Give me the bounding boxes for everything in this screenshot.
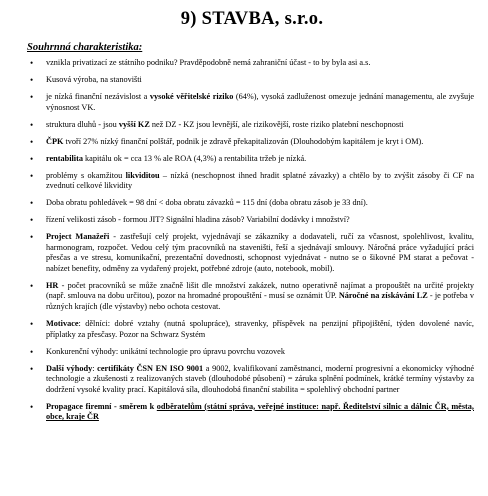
item-text: než DZ - KZ jsou levnější, ale rizikovější, roste riziko platební neschopnosti bbox=[149, 119, 404, 129]
list-item bbox=[30, 58, 474, 69]
bullet-icon: • bbox=[30, 318, 34, 329]
item-text: : dělníci: dobré vztahy (nutná spolupráce), stravenky, příspěvek na penzijní připojištění, týden dovolené navíc, příplatky za přesčasy. Pozor na Schwarz Systém bbox=[46, 318, 474, 339]
bullet-icon: • bbox=[30, 280, 34, 291]
item-text: – nízká (neschopnost ihned hradit splatné závazky) a chtělo by to zvýšit zásoby či CF na zvednutí celkové likvidity bbox=[46, 170, 474, 191]
bullet-icon: • bbox=[30, 346, 34, 357]
bullet-list bbox=[30, 58, 474, 423]
item-text: Project Manažeři bbox=[46, 232, 110, 242]
list-item bbox=[30, 319, 474, 340]
list-item bbox=[30, 75, 474, 86]
bullet-icon: • bbox=[30, 119, 34, 130]
item-text: (64%), vysoká zadluženost omezuje jednání managementu, ale zvyšuje výnosnost VK. bbox=[46, 91, 475, 112]
list-item bbox=[30, 232, 474, 274]
bullet-icon: • bbox=[30, 232, 34, 243]
bullet-icon: • bbox=[30, 153, 34, 164]
list-item bbox=[30, 92, 474, 113]
bullet-icon: • bbox=[30, 215, 34, 226]
item-text: - zastřešují celý projekt, vyjednávají se zákazníky a dodavateli, ručí za včasnost, spolehlivost, kvalitu, harmonogram, rozpočet. Vedou celý tým pracovníků na staveništi, řeší a sjednávají smlouvy. Náročná práce vyžadující práci přesčas a ve stresu, komunikační, prezentační dovednosti, schopnost vyjednávat - nutno se o šikovné PM starat a pečovat - nabízet benefity, odměny za vydařený projekt, potřebné zdroje (auto, notebook, mobil). bbox=[46, 232, 474, 273]
item-text: Konkurenční výhody: unikátní technologie pro úpravu povrchu vozovek bbox=[46, 346, 285, 356]
list-item bbox=[30, 137, 474, 148]
list-item bbox=[30, 402, 474, 423]
item-text: certifikáty ČSN EN ISO 9001 bbox=[97, 363, 204, 373]
bullet-icon: • bbox=[30, 363, 34, 374]
item-text: vznikla privatizací ze státního podniku? Pravděpodobně nemá zahraniční účast - to by byla asi a.s. bbox=[46, 58, 371, 67]
item-text: Kusová výroba, na stanovišti bbox=[46, 74, 142, 84]
item-text: Propagace firemní - směrem k bbox=[46, 401, 157, 411]
item-text: kapitálu ok = cca 13 % ale ROA (4,3%) a rentabilita tržeb je nízká. bbox=[82, 153, 307, 163]
item-text: : bbox=[92, 363, 98, 373]
list-item bbox=[30, 154, 474, 165]
bullet-icon: • bbox=[30, 136, 34, 147]
item-text: vysoké věřitelské riziko bbox=[149, 91, 234, 101]
item-text: likviditou bbox=[125, 170, 160, 180]
item-text: rentabilita bbox=[46, 153, 83, 163]
item-text: odběratelům (státní správa, veřejné instituce: např. Ředitelství silnic a dálnic ČR, města, obce, kraje ČR bbox=[46, 401, 474, 422]
item-text: je nízká finanční nezávislost a bbox=[46, 91, 150, 101]
item-text: Motivace bbox=[46, 318, 79, 328]
list-item bbox=[30, 281, 474, 313]
item-text: - je potřeba v různých krajích (dle výstavby) nebo ochota cestovat. bbox=[46, 291, 474, 311]
list-item bbox=[30, 120, 474, 131]
bullet-icon: • bbox=[30, 170, 34, 181]
item-text: Náročné na získávání LZ bbox=[338, 291, 428, 301]
item-text: problémy s okamžitou bbox=[46, 170, 126, 180]
item-text: - počet pracovníků se může značně lišit dle množství zakázek, nutno operativně najímat a propouštět na určité projekty (např. smlouva na dobu určitou), pozor na hromadné propouštění - musí se oznámit ÚP. bbox=[46, 280, 474, 301]
item-text: HR bbox=[46, 280, 59, 290]
bullet-icon: • bbox=[30, 58, 34, 68]
bullet-icon: • bbox=[30, 91, 34, 102]
list-item bbox=[30, 347, 474, 358]
list-item bbox=[30, 198, 474, 209]
item-text: Doba obratu pohledávek = 98 dní < doba obratu závazků = 115 dní (doba obratu zásob je 33 dní). bbox=[46, 198, 368, 208]
bullet-icon: • bbox=[30, 401, 34, 412]
item-text: ČPK bbox=[46, 136, 64, 146]
item-text: struktura dluhů - jsou bbox=[46, 119, 119, 129]
item-text: tvoří 27% nízký finanční polštář, podnik je zdravě překapitalizován (Dlouhodobým kapitálem je kryt i OM). bbox=[63, 136, 424, 146]
item-text: vyšší KZ bbox=[118, 119, 150, 129]
item-text: a 9002, kvalifikovaní zaměstnanci, moderní progresivní a ekonomicky výhodné technologie a zkušenosti z realizovaných staveb (dlouhodobé působení) = záruka splnění podmínek, krátké termíny výstavby za dodržení vysoké kvality prací. Kapitálová síla, dlouhodobá finanční stabilita = spolehlivý obchodní partner bbox=[46, 363, 474, 394]
document-title: 9) STAVBA, s.r.o. bbox=[180, 9, 324, 29]
list-item bbox=[30, 364, 474, 396]
item-text: řízení velikosti zásob - formou JIT? Signální hladina zásob? Variabilní dodávky i množství? bbox=[46, 215, 350, 225]
item-text: Další výhody bbox=[46, 363, 93, 373]
list-item bbox=[30, 171, 474, 192]
list-item bbox=[30, 215, 474, 226]
bullet-icon: • bbox=[30, 74, 34, 85]
bullet-icon: • bbox=[30, 198, 34, 209]
section-heading: Souhrnná charakteristika: bbox=[27, 42, 143, 53]
